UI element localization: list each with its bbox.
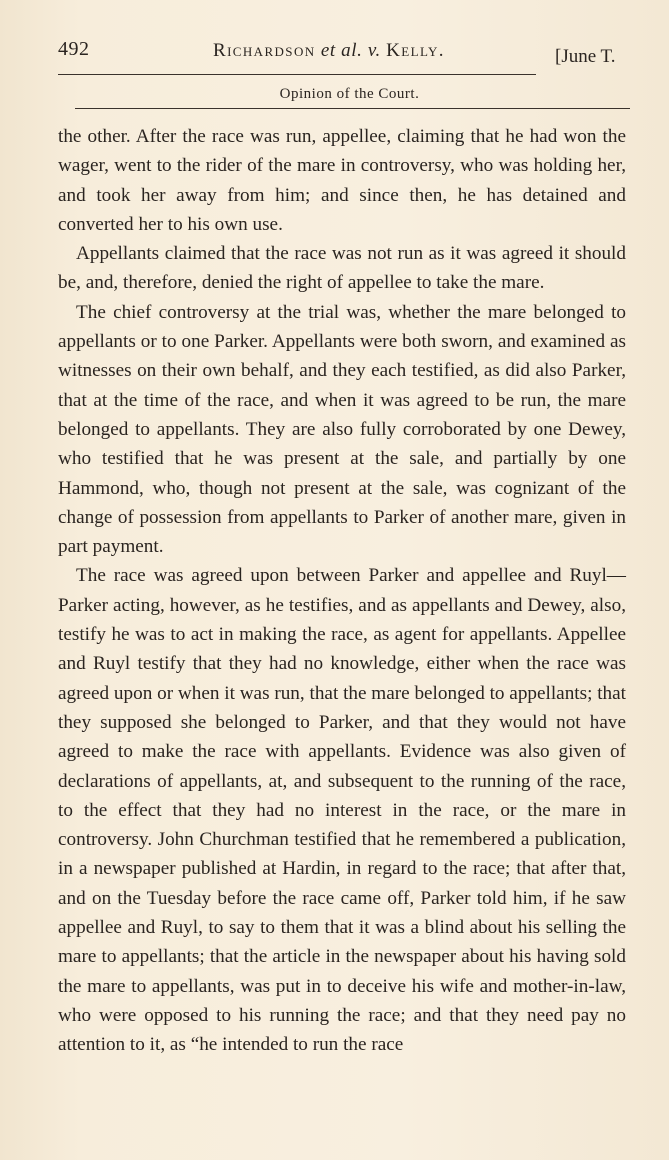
header-rule-upper (58, 74, 536, 75)
header-rule-lower (75, 108, 630, 109)
case-title-etal: et al. (320, 40, 363, 61)
case-title-plaintiff: Richardson (213, 40, 316, 61)
paragraph-3: The chief controversy at the trial was, whether the mare belonged to appellants or to one Parker. Appellants were both sworn, and examined as witnesses on their own behalf, and they each testified, as did also Parker, that at the time of the race, and when it was agreed to be run, the mare belonged to appellants. They are also fully corroborated by one Dewey, who testified that he was present at the sale, and partially by one Hammond, who, though not present at the sale, was cognizant of the change of possession from appellants to Parker of another mare, given in part payment. (58, 301, 626, 558)
term-label: [June T. (555, 46, 616, 67)
case-title-versus: v. (367, 40, 381, 61)
paragraph-1: the other. After the race was run, appellee, claiming that he had won the wager, went to the rider of the mare in controversy, who was holding her, and took her away from him; and since then, he has detained and converted her to his own use. (58, 126, 626, 235)
paragraph-4: The race was agreed upon between Parker and appellee and Ruyl—Parker acting, however, as he testifies, and as appellants and Dewey, also, testify he was to act in making the race, as agent for appellants. Appellee and Ruyl testify that they had no knowledge, either when the race was agreed upon or when it was run, that the mare belonged to appellants; that they supposed she belonged to Parker, and that they would not have agreed to make the race with appellants. Evidence was also given of declarations of appellants, at, and subsequent to the running of the race, to the effect that they had no interest in the race, or the mare in controversy. John Churchman testified that he remembered a publication, in a newspaper published at Hardin, in regard to the race; that after that, and on the Tuesday before the race came off, Parker told him, if he saw appellee and Ruyl, to say to them that it was a blind about his selling the mare to appellants; that the article in the newspaper about his having sold the mare to appellants, was put in to deceive his wife and mother-in-law, who were opposed to his running the race; and that they need pay no attention to it, as “he intended to run the race (58, 565, 626, 1056)
opinion-text (58, 122, 626, 1060)
paragraph-2: Appellants claimed that the race was not run as it was agreed it should be, and, therefore, denied the right of appellee to take the mare. (58, 243, 626, 294)
case-title (213, 40, 445, 62)
case-title-defendant: Kelly. (386, 40, 445, 61)
running-header (58, 38, 648, 78)
section-heading: Opinion of the Court. (279, 86, 420, 102)
page-number: 492 (58, 38, 90, 60)
